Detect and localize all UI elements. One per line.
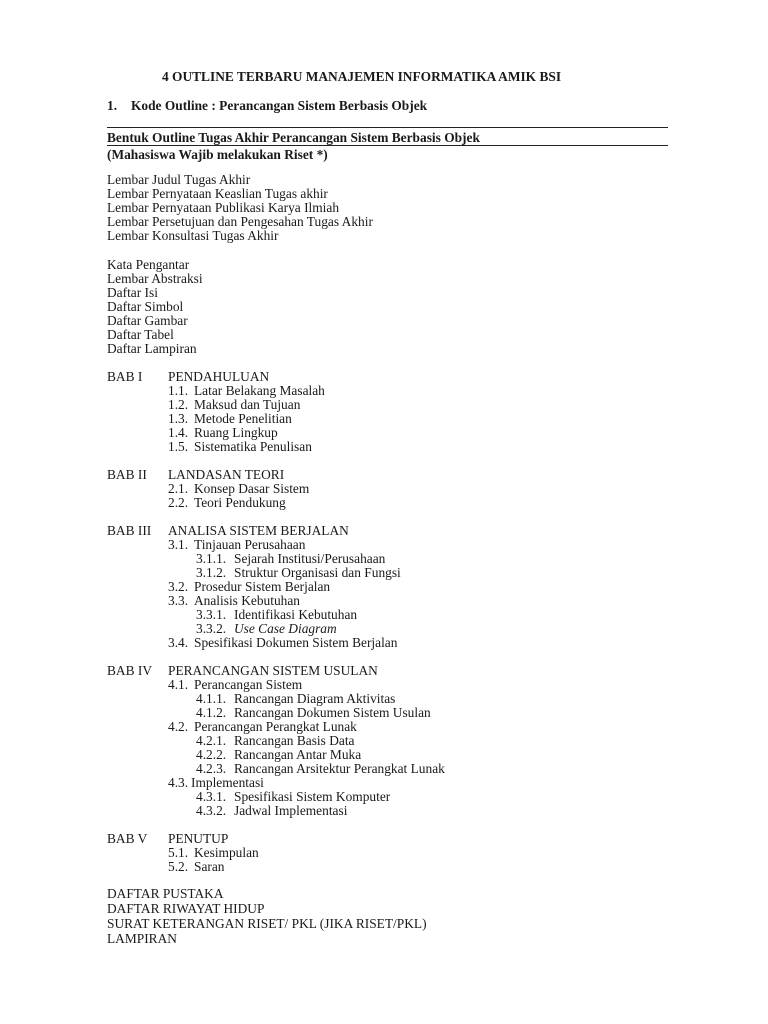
item-number: 1.2.	[168, 397, 189, 412]
item-number: 4.1.	[168, 677, 189, 692]
list-item: Lembar Konsultasi Tugas Akhir	[107, 228, 279, 243]
item-number: 2.2.	[168, 495, 189, 510]
item-number: 3.3.	[168, 593, 189, 608]
item-text: Prosedur Sistem Berjalan	[194, 579, 331, 594]
list-item: Daftar Tabel	[107, 327, 174, 342]
item-number: 1.4.	[168, 425, 189, 440]
item-number: 1.3.	[168, 411, 189, 426]
chapter-label: BAB I	[107, 369, 143, 384]
subitem-text: Struktur Organisasi dan Fungsi	[234, 565, 401, 580]
subitem-number: 3.1.2.	[196, 565, 227, 580]
chapter-title: PERANCANGAN SISTEM USULAN	[168, 663, 378, 678]
item-number: 5.1.	[168, 845, 189, 860]
item-number: 3.1.	[168, 537, 189, 552]
form-title: Bentuk Outline Tugas Akhir Perancangan Sistem Berbasis Objek	[107, 130, 480, 145]
item-text: Kesimpulan	[194, 845, 259, 860]
item-number: 2.1.	[168, 481, 189, 496]
subitem-text: Sejarah Institusi/Perusahaan	[234, 551, 386, 566]
chapter-label: BAB II	[107, 467, 147, 482]
list-item: DAFTAR RIWAYAT HIDUP	[107, 901, 265, 916]
chapter-title: ANALISA SISTEM BERJALAN	[168, 523, 349, 538]
subitem-text: Identifikasi Kebutuhan	[234, 607, 358, 622]
item-text: Perancangan Sistem	[194, 677, 303, 692]
item-text: Spesifikasi Dokumen Sistem Berjalan	[194, 635, 398, 650]
chapter-label: BAB IV	[107, 663, 153, 678]
item-number: 3.2.	[168, 579, 189, 594]
list-item: Lembar Persetujuan dan Pengesahan Tugas Akhir	[107, 214, 373, 229]
chapter-label: BAB V	[107, 831, 148, 846]
list-item: Lembar Judul Tugas Akhir	[107, 172, 251, 187]
item-text: Sistematika Penulisan	[194, 439, 312, 454]
chapter-title: PENUTUP	[168, 831, 229, 846]
chapter-title: LANDASAN TEORI	[168, 467, 285, 482]
subitem-text: Rancangan Dokumen Sistem Usulan	[234, 705, 431, 720]
item-number: 4.3.	[168, 775, 189, 790]
item-number: 4.2.	[168, 719, 189, 734]
item-number: 3.4.	[168, 635, 189, 650]
section-heading: Kode Outline : Perancangan Sistem Berbasis Objek	[131, 98, 428, 113]
subitem-text: Jadwal Implementasi	[234, 803, 348, 818]
list-item: Lembar Pernyataan Publikasi Karya Ilmiah	[107, 200, 340, 215]
item-number: 1.1.	[168, 383, 189, 398]
item-text: Tinjauan Perusahaan	[194, 537, 306, 552]
section-number: 1.	[107, 98, 118, 113]
item-text: Latar Belakang Masalah	[194, 383, 325, 398]
item-text: Metode Penelitian	[194, 411, 292, 426]
item-number: 1.5.	[168, 439, 189, 454]
subitem-number: 4.2.2.	[196, 747, 227, 762]
item-text: Konsep Dasar Sistem	[194, 481, 310, 496]
subitem-text: Rancangan Diagram Aktivitas	[234, 691, 396, 706]
list-item: Daftar Simbol	[107, 299, 184, 314]
chapter-label: BAB III	[107, 523, 152, 538]
subitem-number: 4.3.2.	[196, 803, 227, 818]
list-item: DAFTAR PUSTAKA	[107, 886, 224, 901]
list-item: LAMPIRAN	[107, 931, 177, 946]
subitem-text: Use Case Diagram	[234, 621, 337, 636]
subitem-number: 4.2.3.	[196, 761, 227, 776]
item-text: Teori Pendukung	[194, 495, 286, 510]
top-rule	[107, 127, 668, 128]
list-item: Daftar Gambar	[107, 313, 188, 328]
subitem-number: 4.2.1.	[196, 733, 227, 748]
item-text: Ruang Lingkup	[194, 425, 278, 440]
chapter-title: PENDAHULUAN	[168, 369, 270, 384]
item-text: Perancangan Perangkat Lunak	[194, 719, 357, 734]
middle-rule	[107, 145, 668, 146]
subitem-number: 3.1.1.	[196, 551, 227, 566]
list-item: Daftar Isi	[107, 285, 158, 300]
item-text: Analisis Kebutuhan	[194, 593, 300, 608]
subitem-text: Rancangan Arsitektur Perangkat Lunak	[234, 761, 445, 776]
list-item: Daftar Lampiran	[107, 341, 197, 356]
item-text: Saran	[194, 859, 225, 874]
subitem-text: Rancangan Basis Data	[234, 733, 355, 748]
form-note: (Mahasiswa Wajib melakukan Riset *)	[107, 147, 328, 162]
subitem-text: Spesifikasi Sistem Komputer	[234, 789, 391, 804]
list-item: Lembar Pernyataan Keaslian Tugas akhir	[107, 186, 328, 201]
subitem-number: 3.3.2.	[196, 621, 227, 636]
subitem-number: 4.1.2.	[196, 705, 227, 720]
item-text: Implementasi	[191, 775, 264, 790]
subitem-text: Rancangan Antar Muka	[234, 747, 362, 762]
list-item: SURAT KETERANGAN RISET/ PKL (JIKA RISET/PKL)	[107, 916, 427, 931]
document-title: 4 OUTLINE TERBARU MANAJEMEN INFORMATIKA AMIK BSI	[162, 69, 562, 84]
list-item: Lembar Abstraksi	[107, 271, 203, 286]
item-number: 5.2.	[168, 859, 189, 874]
subitem-number: 3.3.1.	[196, 607, 227, 622]
list-item: Kata Pengantar	[107, 257, 190, 272]
subitem-number: 4.1.1.	[196, 691, 227, 706]
item-text: Maksud dan Tujuan	[194, 397, 301, 412]
subitem-number: 4.3.1.	[196, 789, 227, 804]
